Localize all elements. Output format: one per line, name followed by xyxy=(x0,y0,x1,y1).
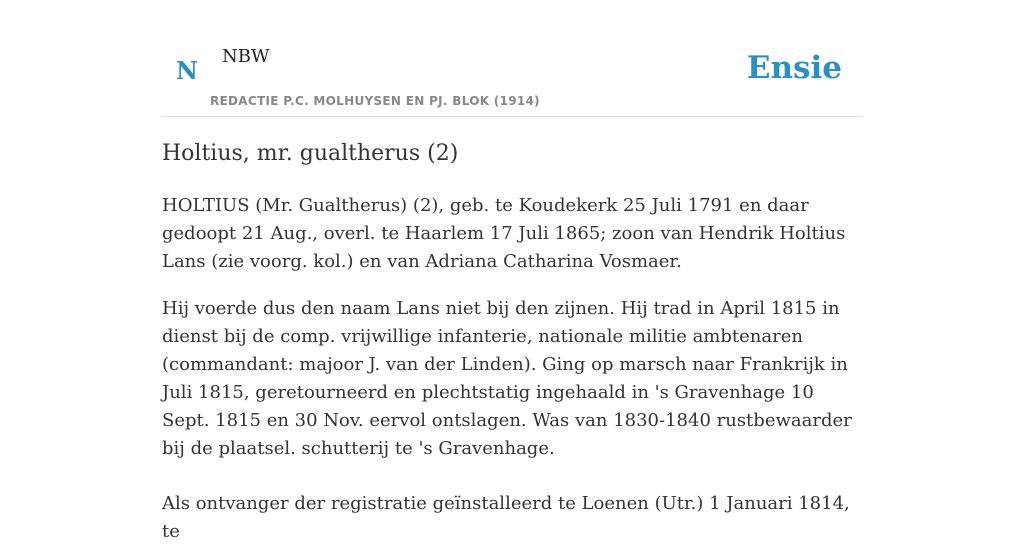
nbw-logo-link[interactable]: N xyxy=(176,56,198,85)
article-paragraph: Als ontvanger der registratie geïnstalleerd te Loenen (Utr.) 1 Januari 1814, te xyxy=(162,493,850,542)
editors-line: REDACTIE P.C. MOLHUYSEN EN PJ. BLOK (1914) xyxy=(210,94,540,108)
source-name: NBW xyxy=(222,46,270,67)
article-paragraph: HOLTIUS (Mr. Gualtherus) (2), geb. te Koudekerk 25 Juli 1791 en daar gedoopt 21 Aug., overl. te Haarlem 17 Juli 1865; zoon van Hendrik Holtius Lans (zie voorg. kol.) en van Adriana Catharina Vosmaer. xyxy=(162,195,846,272)
header xyxy=(162,0,862,117)
ensie-logo-link[interactable]: Ensie xyxy=(746,50,842,86)
article-paragraph: Hij voerde dus den naam Lans niet bij den zijnen. Hij trad in April 1815 in dienst bij de comp. vrijwillige infanterie, nationale militie ambtenaren (commandant: majoor J. van der Linden). Ging op marsch naar Frankrijk in Juli 1815, geretourneerd en plechtstatig ingehaald in 's Gravenhage 10 Sept. 1815 en 30 Nov. eervol ontslagen. Was van 1830-1840 rustbewaarder bij de plaatsel. schutterij te 's Gravenhage. xyxy=(162,298,852,459)
page-container xyxy=(162,0,862,542)
article-title: Holtius, mr. gualtherus (2) xyxy=(162,141,459,166)
